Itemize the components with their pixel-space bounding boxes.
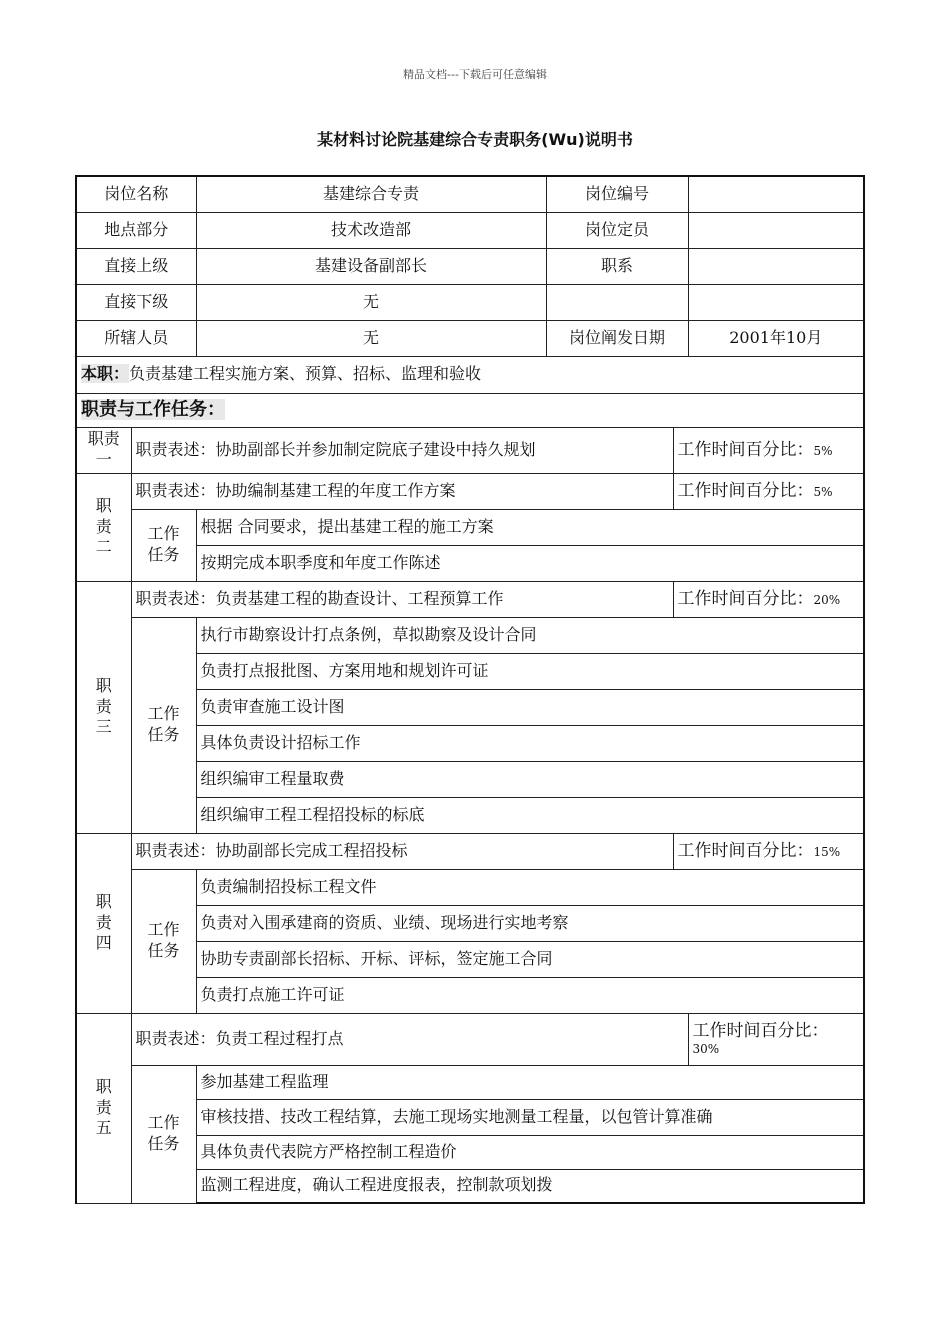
duty-5-pct bbox=[688, 1013, 864, 1065]
duty-5-desc: 职责表述：负责工程过程打点 bbox=[131, 1013, 688, 1065]
duty-1-pct bbox=[673, 427, 864, 473]
duty-5-task-4: 监测工程进度，确认工程进度报表，控制款项划拨 bbox=[196, 1169, 864, 1203]
duty-3-task-2: 负责打点报批图、方案用地和规划许可证 bbox=[196, 653, 864, 689]
duty-1-pct-label: 工作时间百分比： bbox=[677, 439, 814, 460]
subordinate-value: 无 bbox=[196, 284, 546, 320]
duty-4-pct-label: 工作时间百分比： bbox=[677, 840, 814, 861]
duty-4-task-3: 协助专责副部长招标、开标、评标，签定施工合同 bbox=[196, 941, 864, 977]
series-label: 职系 bbox=[546, 248, 688, 284]
post-name-label: 岗位名称 bbox=[76, 176, 196, 212]
duty-3-task-4: 具体负责设计招标工作 bbox=[196, 725, 864, 761]
duty-2-pct-value: 5% bbox=[813, 484, 833, 499]
duty-4-desc: 职责表述：协助副部长完成工程招投标 bbox=[131, 833, 673, 869]
duty-3-task-5: 组织编审工程量取费 bbox=[196, 761, 864, 797]
date-label: 岗位阐发日期 bbox=[546, 320, 688, 356]
duty-4-task-label: 工作 任务 bbox=[131, 869, 196, 1013]
duty-2-name: 职 责 二 bbox=[76, 473, 131, 581]
duty-3-pct-value: 20% bbox=[813, 592, 841, 607]
duty-3-pct-label: 工作时间百分比： bbox=[677, 588, 814, 609]
series-value bbox=[688, 248, 864, 284]
post-no-value bbox=[688, 176, 864, 212]
duty-3-task-6: 组织编审工程工程招投标的标底 bbox=[196, 797, 864, 833]
duty-3-desc: 职责表述：负责基建工程的勘查设计、工程预算工作 bbox=[131, 581, 673, 617]
duty-3-task-3: 负责审查施工设计图 bbox=[196, 689, 864, 725]
duty-5-task-1: 参加基建工程监理 bbox=[196, 1065, 864, 1099]
duty-4-pct bbox=[673, 833, 864, 869]
main-duty-text: 负责基建工程实施方案、预算、招标、监理和验收 bbox=[129, 364, 482, 384]
duty-3-name: 职 责 三 bbox=[76, 581, 131, 833]
duty-2-pct-label: 工作时间百分比： bbox=[677, 480, 814, 501]
job-description-table bbox=[75, 175, 865, 1204]
duty-2-task-label: 工作 任务 bbox=[131, 509, 196, 581]
duty-3-pct bbox=[673, 581, 864, 617]
quota-value bbox=[688, 212, 864, 248]
subordinate-label: 直接下级 bbox=[76, 284, 196, 320]
duty-5-name: 职 责 五 bbox=[76, 1013, 131, 1203]
main-duty-row bbox=[76, 356, 864, 393]
duty-3-task-label: 工作 任务 bbox=[131, 617, 196, 833]
staff-label: 所辖人员 bbox=[76, 320, 196, 356]
quota-label: 岗位定员 bbox=[546, 212, 688, 248]
duty-5-task-2: 审核技措、技改工程结算，去施工现场实地测量工程量，以包管计算准确 bbox=[196, 1099, 864, 1135]
duties-heading-row bbox=[76, 393, 864, 427]
duty-3-task-1: 执行市勘察设计打点条例，草拟勘察及设计合同 bbox=[196, 617, 864, 653]
subordinate-empty bbox=[546, 284, 688, 320]
duty-4-name: 职 责 四 bbox=[76, 833, 131, 1013]
superior-label: 直接上级 bbox=[76, 248, 196, 284]
document-title: 某材料讨论院基建综合专责职务(Wu)说明书 bbox=[317, 130, 633, 149]
post-name-value: 基建综合专责 bbox=[196, 176, 546, 212]
duty-4-task-1: 负责编制招投标工程文件 bbox=[196, 869, 864, 905]
subordinate-empty-2 bbox=[688, 284, 864, 320]
duty-1-name: 职责 一 bbox=[76, 427, 131, 473]
duty-2-task-2: 按期完成本职季度和年度工作陈述 bbox=[196, 545, 864, 581]
duty-4-task-2: 负责对入围承建商的资质、业绩、现场进行实地考察 bbox=[196, 905, 864, 941]
duty-4-pct-value: 15% bbox=[813, 844, 841, 859]
duty-4-task-4: 负责打点施工许可证 bbox=[196, 977, 864, 1013]
main-duty-label: 本职： bbox=[81, 364, 130, 384]
date-value: 2001年10月 bbox=[688, 320, 864, 356]
post-no-label: 岗位编号 bbox=[546, 176, 688, 212]
duty-5-task-3: 具体负责代表院方严格控制工程造价 bbox=[196, 1135, 864, 1169]
duties-heading: 职责与工作任务： bbox=[81, 399, 225, 421]
dept-label: 地点部分 bbox=[76, 212, 196, 248]
dept-value: 技术改造部 bbox=[196, 212, 546, 248]
page-header: 精品文档---下载后可任意编辑 bbox=[403, 68, 547, 81]
duty-1-desc: 职责表述：协助副部长并参加制定院底子建设中持久规划 bbox=[131, 427, 673, 473]
duty-5-pct-label: 工作时间百分比： bbox=[692, 1021, 829, 1042]
duty-2-pct bbox=[673, 473, 864, 509]
duty-2-desc: 职责表述：协助编制基建工程的年度工作方案 bbox=[131, 473, 673, 509]
staff-value: 无 bbox=[196, 320, 546, 356]
duty-1-pct-value: 5% bbox=[813, 443, 833, 458]
superior-value: 基建设备副部长 bbox=[196, 248, 546, 284]
duty-5-task-label: 工作 任务 bbox=[131, 1065, 196, 1203]
duty-5-pct-value: 30% bbox=[692, 1042, 720, 1057]
duty-2-task-1: 根据 合同要求，提出基建工程的施工方案 bbox=[196, 509, 864, 545]
